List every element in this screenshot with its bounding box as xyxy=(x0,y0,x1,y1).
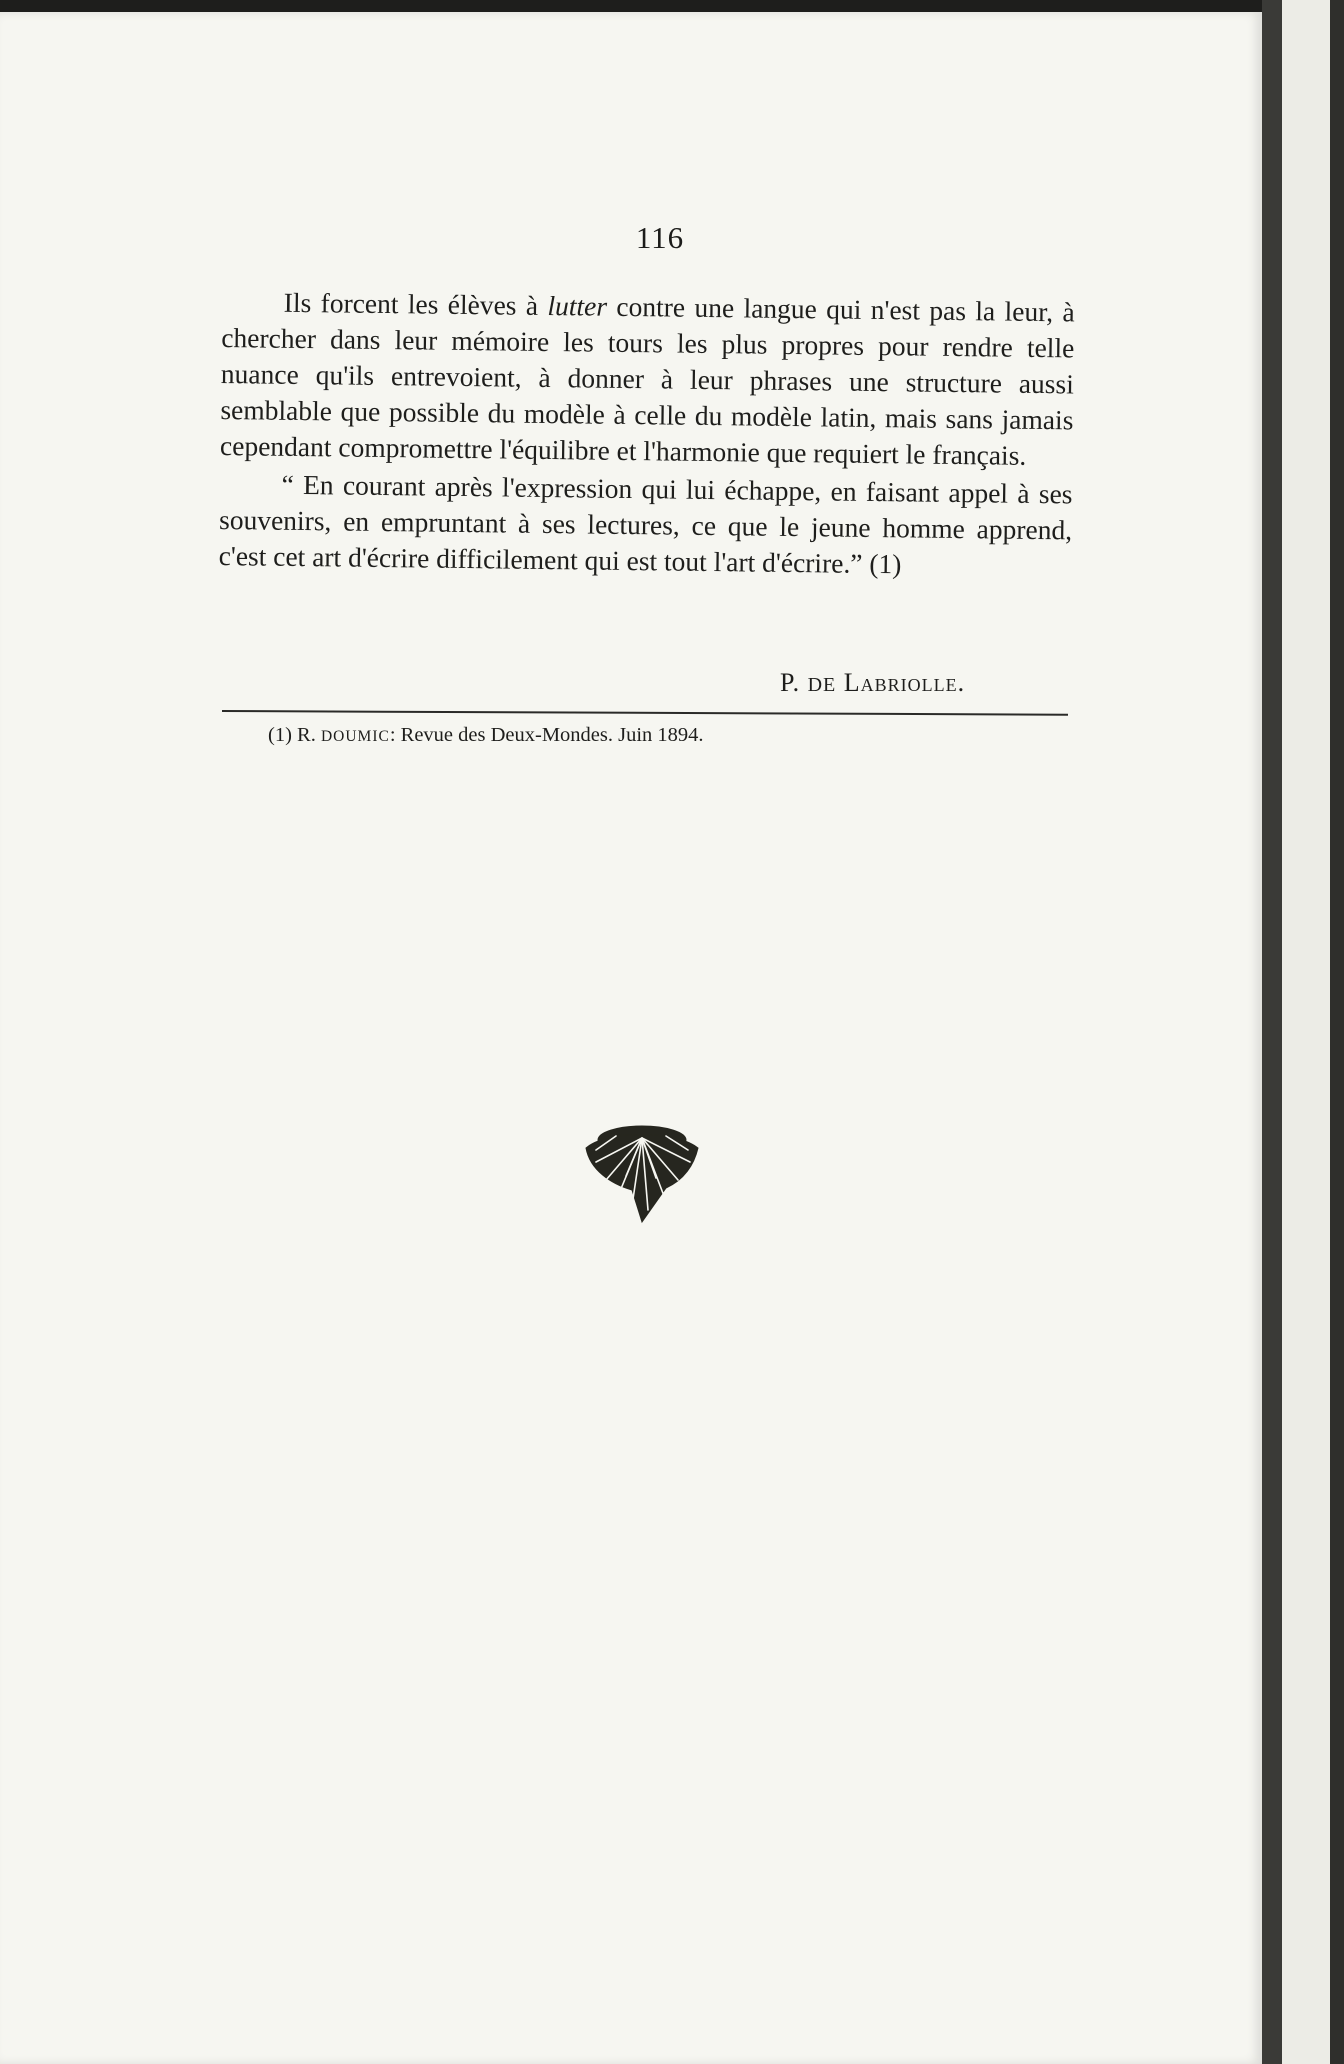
page-number: 116 xyxy=(635,220,685,255)
body-text xyxy=(218,284,1074,584)
footnote-marker: (1) R. xyxy=(268,724,316,746)
author-signature xyxy=(780,668,965,698)
scan-binding-edge xyxy=(1262,0,1282,2064)
author-surname: Labriolle. xyxy=(843,668,966,697)
footnote-author: DOUMIC xyxy=(320,728,390,745)
author-particle: DE xyxy=(807,674,837,696)
paragraph-2-quote: “ En courant après l'expression qui lui échappe, en faisant appel à ses souvenirs, en empruntant à ses lectures, ce que le jeune homme apprend, c'est cet art d'écrire difficilement qui est tout l'art d'écrire.” (1) xyxy=(218,468,1073,580)
paragraph-1-rest: contre une langue qui n'est pas la leur, à chercher dans leur mémoire les tours les plus propres pour rendre telle nuance qu'ils entrevoient, à donner à leur phrases une structure aussi semblable que possible du modèle à celle du modèle latin, mais sans jamais cependant compromettre l'équilibre et l'harmonie que requiert le français. xyxy=(219,290,1075,471)
scan-top-border xyxy=(0,0,1262,12)
footnote xyxy=(268,724,704,747)
fleuron-ornament-icon xyxy=(566,1110,716,1230)
author-initial: P. xyxy=(780,668,801,697)
paragraph-1-start: Ils forcent les élèves à xyxy=(283,286,548,321)
footnote-text: : Revue des Deux-Mondes. Juin 1894. xyxy=(389,724,704,746)
scan-right-border xyxy=(1330,0,1344,2064)
paragraph-1 xyxy=(220,284,1075,474)
emphasis-lutter: lutter xyxy=(547,289,608,322)
